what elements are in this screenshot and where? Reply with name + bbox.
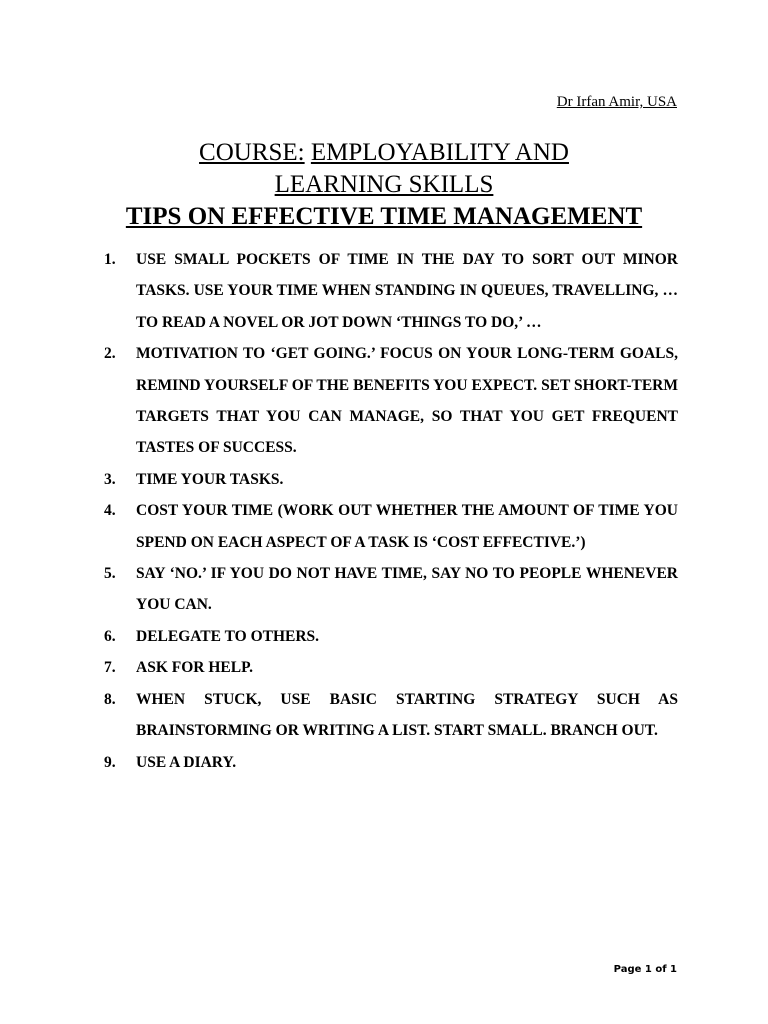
list-item (104, 684, 678, 747)
list-item-text: ASK FOR HELP. (136, 659, 253, 677)
list-item-text: SAY ‘NO.’ IF YOU DO NOT HAVE TIME, SAY NO TO PEOPLE WHENEVER YOU CAN. (136, 565, 678, 614)
list-item (104, 558, 678, 621)
list-item (104, 338, 678, 464)
list-number: 3. (104, 470, 116, 488)
list-number: 7. (104, 659, 116, 677)
list-item-text: TIME YOUR TASKS. (136, 470, 284, 488)
list-number: 1. (104, 251, 116, 268)
list-item (104, 652, 678, 683)
list-number: 4. (104, 502, 116, 520)
list-item-text: MOTIVATION TO ‘GET GOING.’ FOCUS ON YOUR LONG-TERM GOALS, REMIND YOURSELF OF THE BENEFITS YOU EXPECT. SET SHORT-TERM TARGETS THAT YOU CAN MANAGE, SO THAT YOU GET FREQUENT TASTES OF SUCCESS. (136, 345, 678, 457)
tips-list (104, 244, 678, 778)
document-subtitle: TIPS ON EFFECTIVE TIME MANAGEMENT (125, 203, 643, 230)
list-item (104, 244, 678, 338)
author-line: Dr Irfan Amir, USA (556, 94, 677, 110)
course-label: COURSE: (199, 139, 305, 166)
course-name-part-1: EMPLOYABILITY AND (310, 139, 569, 166)
list-number: 8. (104, 690, 116, 708)
list-item (104, 747, 678, 778)
list-item-text: WHEN STUCK, USE BASIC STARTING STRATEGY SUCH AS BRAINSTORMING OR WRITING A LIST. START SMALL. BRANCH OUT. (136, 690, 678, 740)
list-item (104, 495, 678, 558)
list-number: 5. (104, 565, 116, 583)
course-title-line-2 (0, 170, 768, 200)
course-name-part-2: LEARNING SKILLS (274, 171, 494, 198)
list-item (104, 621, 678, 652)
list-item (104, 464, 678, 495)
list-number: 2. (104, 345, 116, 363)
list-number: 9. (104, 753, 116, 771)
course-title-line-1 (0, 138, 768, 168)
list-item-text: USE SMALL POCKETS OF TIME IN THE DAY TO SORT OUT MINOR TASKS. USE YOUR TIME WHEN STANDING IN QUEUES, TRAVELLING, … TO READ A NOVEL OR JOT DOWN ‘THINGS TO DO,’ … (136, 251, 678, 331)
list-item-text: USE A DIARY. (136, 753, 237, 771)
list-number: 6. (104, 627, 116, 645)
page-number: Page 1 of 1 (613, 964, 677, 975)
list-item-text: DELEGATE TO OTHERS. (136, 627, 320, 645)
list-item-text: COST YOUR TIME (WORK OUT WHETHER THE AMOUNT OF TIME YOU SPEND ON EACH ASPECT OF A TASK IS ‘COST EFFECTIVE.’) (136, 502, 678, 551)
